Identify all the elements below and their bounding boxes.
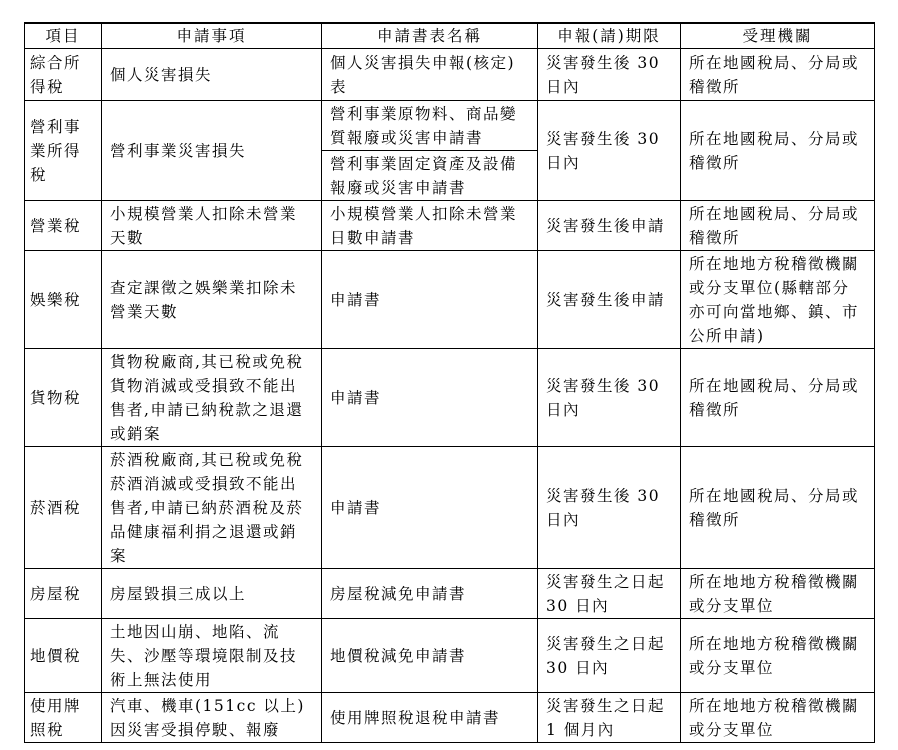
row-deadline: 災害發生之日起 1 個月內 — [538, 693, 681, 743]
row-deadline: 災害發生後申請 — [538, 251, 681, 349]
row-item: 地價稅 — [25, 619, 102, 693]
table-header-row — [25, 23, 875, 49]
row-item: 綜合所得稅 — [25, 49, 102, 101]
row-form: 小規模營業人扣除未營業日數申請書 — [322, 201, 538, 251]
row-matter: 營利事業災害損失 — [102, 101, 322, 201]
table-row — [25, 49, 875, 101]
header-matter: 申請事項 — [102, 23, 322, 49]
row-form: 營利事業原物料、商品變質報廢或災害申請書 — [322, 101, 538, 151]
table-row — [25, 101, 875, 151]
row-form: 營利事業固定資產及設備報廢或災害申請書 — [322, 151, 538, 201]
row-matter: 汽車、機車(151cc 以上)因災害受損停駛、報廢 — [102, 693, 322, 743]
row-agency: 所在地國稅局、分局或稽徵所 — [681, 101, 875, 201]
row-item: 營業稅 — [25, 201, 102, 251]
row-agency: 所在地地方稅稽徵機關或分支單位 — [681, 619, 875, 693]
row-item: 貨物稅 — [25, 349, 102, 447]
row-matter: 個人災害損失 — [102, 49, 322, 101]
header-agency: 受理機關 — [681, 23, 875, 49]
row-item: 房屋稅 — [25, 569, 102, 619]
table-row — [25, 251, 875, 349]
row-form: 申請書 — [322, 349, 538, 447]
row-deadline: 災害發生後 30 日內 — [538, 101, 681, 201]
header-deadline: 申報(請)期限 — [538, 23, 681, 49]
table-row — [25, 447, 875, 569]
row-agency: 所在地國稅局、分局或稽徵所 — [681, 447, 875, 569]
row-form: 房屋稅減免申請書 — [322, 569, 538, 619]
row-matter: 土地因山崩、地陷、流失、沙壓等環境限制及技術上無法使用 — [102, 619, 322, 693]
row-agency: 所在地國稅局、分局或稽徵所 — [681, 201, 875, 251]
table-row — [25, 201, 875, 251]
header-item: 項目 — [25, 23, 102, 49]
row-item: 娛樂稅 — [25, 251, 102, 349]
table-row — [25, 569, 875, 619]
row-agency: 所在地地方稅稽徵機關或分支單位(縣轄部分亦可向當地鄉、鎮、市公所申請) — [681, 251, 875, 349]
row-matter: 查定課徵之娛樂業扣除未營業天數 — [102, 251, 322, 349]
row-deadline: 災害發生後 30 日內 — [538, 349, 681, 447]
row-item: 營利事業所得稅 — [25, 101, 102, 201]
row-deadline: 災害發生後申請 — [538, 201, 681, 251]
row-deadline: 災害發生後 30 日內 — [538, 49, 681, 101]
row-agency: 所在地地方稅稽徵機關或分支單位 — [681, 569, 875, 619]
row-agency: 所在地國稅局、分局或稽徵所 — [681, 49, 875, 101]
table-row — [25, 693, 875, 743]
table-row — [25, 349, 875, 447]
row-agency: 所在地地方稅稽徵機關或分支單位 — [681, 693, 875, 743]
row-form: 申請書 — [322, 251, 538, 349]
row-deadline: 災害發生後 30 日內 — [538, 447, 681, 569]
row-form: 個人災害損失申報(核定)表 — [322, 49, 538, 101]
row-matter: 貨物稅廠商,其已稅或免稅貨物消滅或受損致不能出售者,申請已納稅款之退還或銷案 — [102, 349, 322, 447]
row-deadline: 災害發生之日起 30 日內 — [538, 619, 681, 693]
row-form: 申請書 — [322, 447, 538, 569]
row-item: 菸酒稅 — [25, 447, 102, 569]
table-row — [25, 619, 875, 693]
row-form: 使用牌照稅退稅申請書 — [322, 693, 538, 743]
row-agency: 所在地國稅局、分局或稽徵所 — [681, 349, 875, 447]
row-matter: 房屋毀損三成以上 — [102, 569, 322, 619]
header-form: 申請書表名稱 — [322, 23, 538, 49]
row-deadline: 災害發生之日起 30 日內 — [538, 569, 681, 619]
row-item: 使用牌照稅 — [25, 693, 102, 743]
row-matter: 菸酒稅廠商,其已稅或免稅菸酒消滅或受損致不能出售者,申請已納菸酒稅及菸品健康福利捐之退還或銷案 — [102, 447, 322, 569]
row-matter: 小規模營業人扣除未營業天數 — [102, 201, 322, 251]
row-form: 地價稅減免申請書 — [322, 619, 538, 693]
disaster-tax-relief-table — [24, 22, 875, 743]
